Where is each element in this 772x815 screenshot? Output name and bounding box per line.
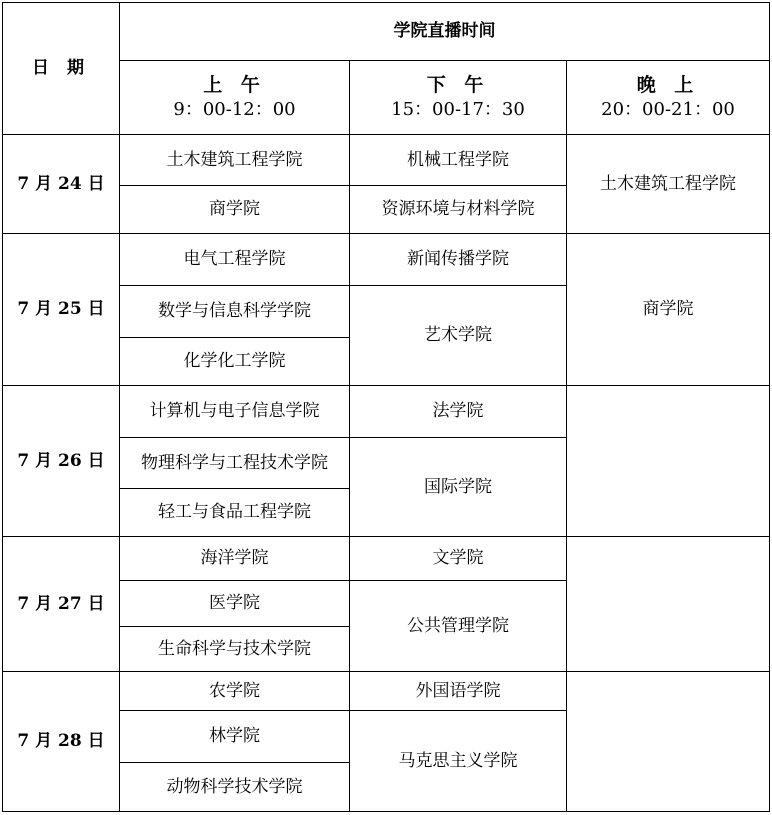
morning-college: 林学院 [120,711,350,763]
date-cell: 7 月 26 日 [3,386,120,537]
date-cell: 7 月 24 日 [3,135,120,234]
afternoon-college: 法学院 [350,386,567,438]
afternoon-college: 文学院 [350,537,567,581]
afternoon-college: 艺术学院 [350,286,567,386]
evening-college [567,537,770,672]
morning-college: 数学与信息科学学院 [120,286,350,338]
afternoon-slot-name: 下 午 [426,74,490,97]
afternoon-college: 马克思主义学院 [350,711,567,812]
morning-slot-header [120,61,350,135]
morning-college: 轻工与食品工程学院 [120,489,350,537]
date-cell: 7 月 28 日 [3,672,120,812]
evening-college [567,386,770,537]
morning-college: 商学院 [120,186,350,234]
morning-college: 土木建筑工程学院 [120,135,350,186]
afternoon-college: 机械工程学院 [350,135,567,186]
afternoon-college: 公共管理学院 [350,581,567,672]
morning-college: 农学院 [120,672,350,711]
morning-college: 电气工程学院 [120,234,350,286]
schedule-row [3,135,770,186]
evening-slot-name: 晚 上 [636,74,700,97]
schedule-row [3,672,770,711]
morning-college: 海洋学院 [120,537,350,581]
morning-college: 生命科学与技术学院 [120,627,350,672]
broadcast-schedule-table [2,2,770,812]
evening-slot-header [567,61,770,135]
evening-slot-time: 20：00-21：00 [601,99,735,121]
morning-college: 计算机与电子信息学院 [120,386,350,438]
schedule-row [3,386,770,438]
date-cell: 7 月 25 日 [3,234,120,386]
afternoon-college: 国际学院 [350,438,567,537]
afternoon-slot-header [350,61,567,135]
header-row-title [3,3,770,61]
evening-college [567,672,770,812]
morning-college: 动物科学技术学院 [120,763,350,812]
afternoon-college: 外国语学院 [350,672,567,711]
morning-slot-name: 上 午 [203,74,266,97]
afternoon-college: 新闻传播学院 [350,234,567,286]
morning-college: 化学化工学院 [120,338,350,386]
afternoon-slot-time: 15：00-17：30 [391,99,525,121]
morning-college: 医学院 [120,581,350,627]
morning-college: 物理科学与工程技术学院 [120,438,350,489]
schedule-row [3,537,770,581]
afternoon-college: 资源环境与材料学院 [350,186,567,234]
schedule-row [3,234,770,286]
evening-college: 商学院 [567,234,770,386]
morning-slot-time: 9：00-12：00 [173,99,296,121]
evening-college: 土木建筑工程学院 [567,135,770,234]
date-column-header: 日 期 [3,3,120,135]
broadcast-time-title: 学院直播时间 [120,3,770,61]
date-cell: 7 月 27 日 [3,537,120,672]
